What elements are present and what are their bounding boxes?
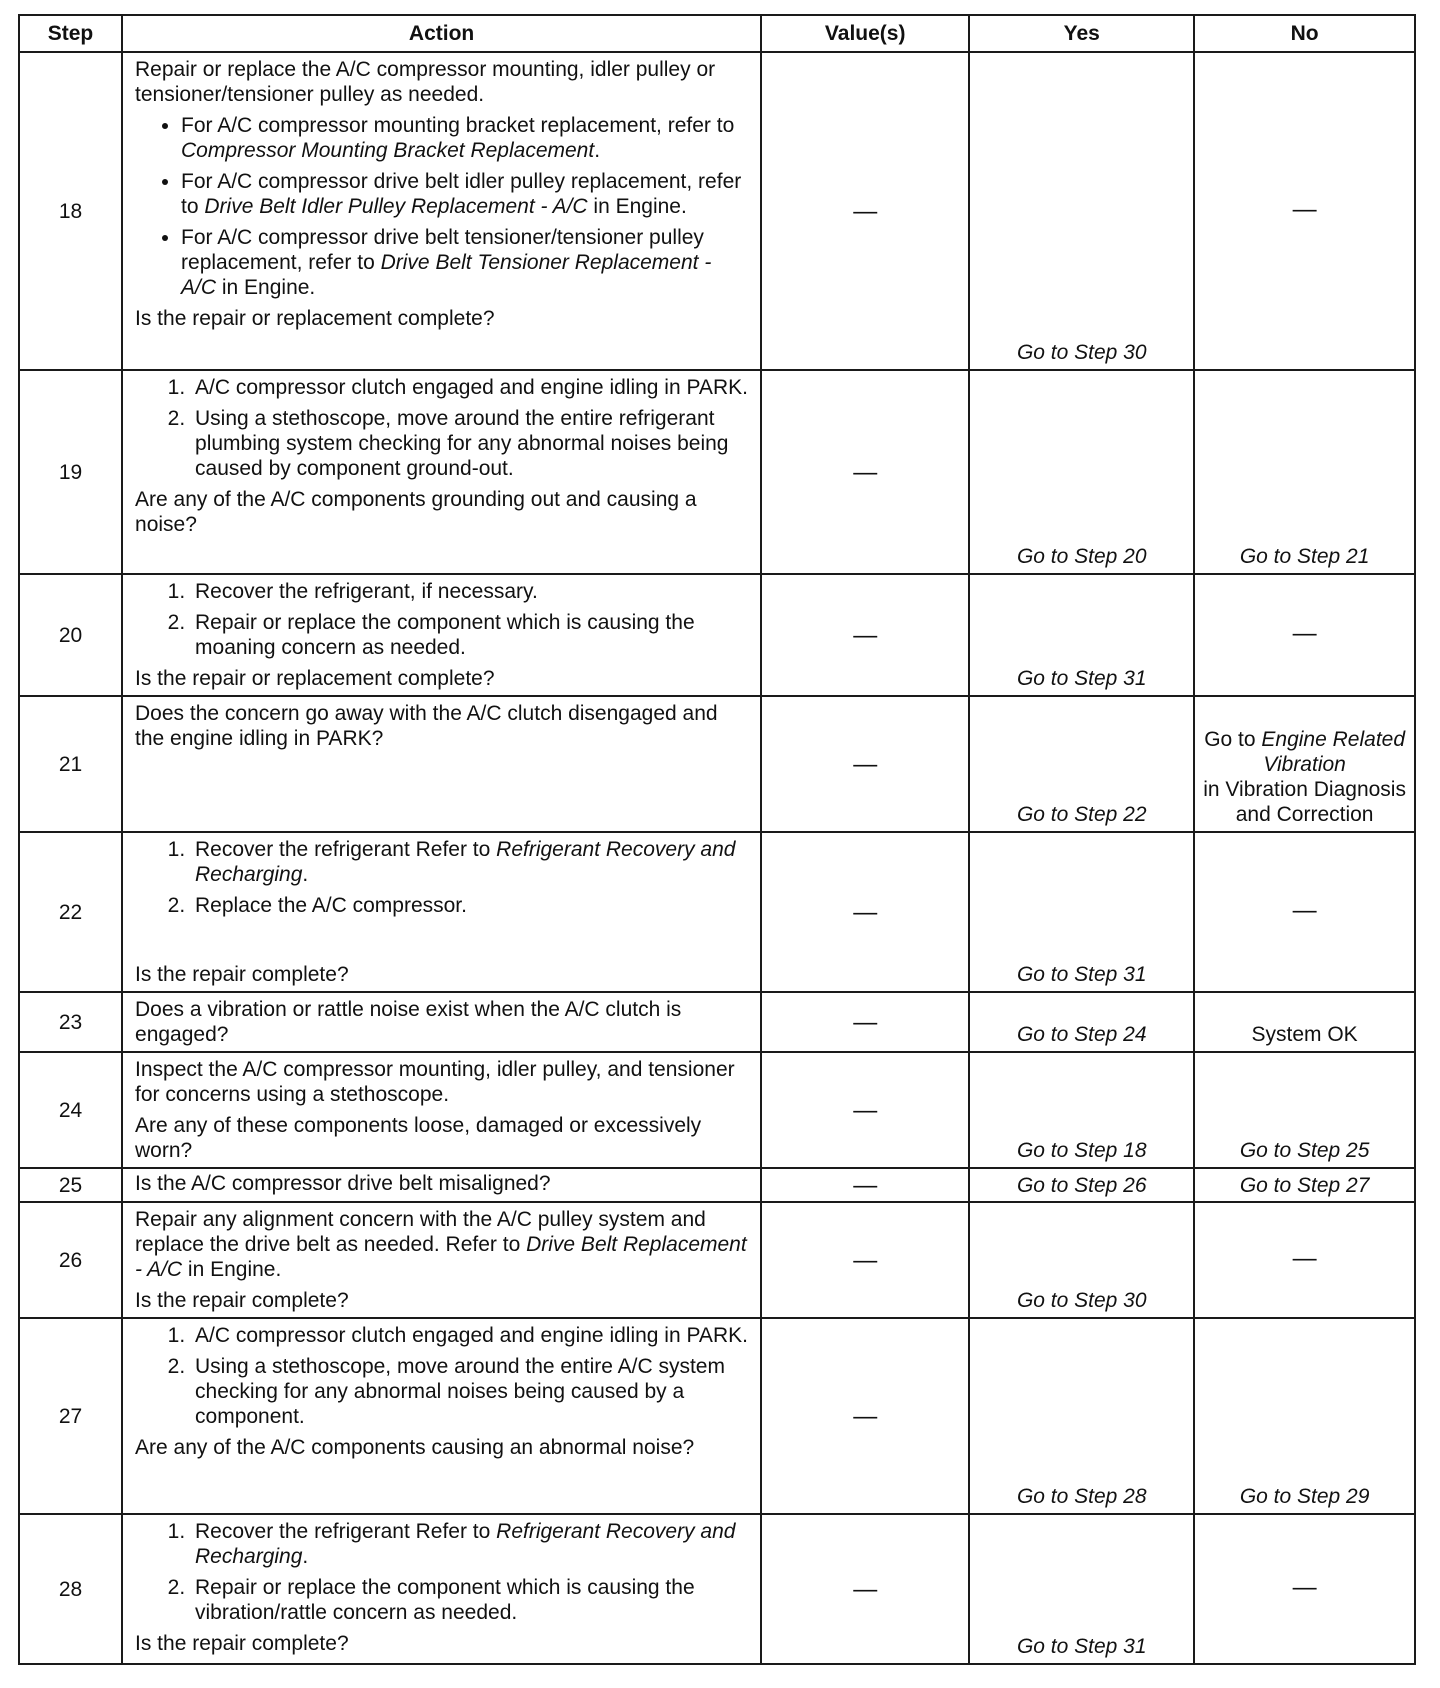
yes-link[interactable]: Go to Step 31 [1016,963,1147,986]
no-link[interactable]: Go to Step 21 [1239,545,1370,568]
value-cell: — [761,1202,969,1318]
action-question: Is the repair complete? [135,1289,349,1312]
value-cell: — [761,832,969,992]
no-link[interactable]: Go to Step 27 [1239,1173,1370,1197]
value-cell: — [761,696,969,832]
value-cell: — [761,1168,969,1202]
no-cell [1194,1318,1415,1514]
no-cell: — [1194,574,1415,696]
bullet-item: • For A/C compressor mounting bracket replacement, refer to Compressor Mounting Bracket Replacement. [181,113,750,163]
reference-link[interactable]: Compressor Mounting Bracket Replacement [181,139,595,162]
action-cell [122,832,761,992]
step-number: 22 [19,832,122,992]
action-question: Is the repair complete? [135,963,349,986]
list-item: 2. Replace the A/C compressor. [191,893,750,918]
table-row-18 [19,52,1415,370]
step-number: 19 [19,370,122,574]
yes-cell [969,832,1194,992]
yes-cell [969,574,1194,696]
action-numbered-list [135,1323,750,1429]
value-cell: — [761,1052,969,1168]
action-intro: Repair or replace the A/C compressor mounting, idler pulley or tensioner/tensioner pulley as needed. [135,58,716,106]
value-cell: — [761,1514,969,1664]
step-number: 21 [19,696,122,832]
list-item: 2. Repair or replace the component which is causing the vibration/rattle concern as needed. [191,1575,750,1625]
list-item: 1. A/C compressor clutch engaged and engine idling in PARK. [191,1323,750,1348]
reference-link[interactable]: Refrigerant Recovery and Recharging [195,838,736,886]
action-question: Does the concern go away with the A/C clutch disengaged and the engine idling in PARK? [135,702,718,750]
table-row-22 [19,832,1415,992]
header-no: No [1194,15,1415,52]
list-item: 1. Recover the refrigerant Refer to Refrigerant Recovery and Recharging. [191,837,750,887]
yes-cell [969,992,1194,1052]
action-intro: Inspect the A/C compressor mounting, idler pulley, and tensioner for concerns using a stethoscope. [135,1058,735,1106]
action-cell [122,1168,761,1202]
table-row-28 [19,1514,1415,1664]
yes-link[interactable]: Go to Step 24 [1016,1023,1147,1046]
no-link[interactable]: Go to Step 25 [1239,1139,1370,1162]
bullet-item: • For A/C compressor drive belt tensioner/tensioner pulley replacement, refer to Drive Belt Tensioner Replacement - A/C in Engine. [181,225,750,300]
action-question: Are any of the A/C components causing an abnormal noise? [135,1436,695,1459]
action-cell [122,370,761,574]
diagnostic-table [18,14,1416,1665]
step-number: 24 [19,1052,122,1168]
reference-link[interactable]: Drive Belt Replacement - A/C [135,1233,747,1281]
step-number: 23 [19,992,122,1052]
action-question: Is the repair complete? [135,1632,349,1655]
action-question: Is the repair or replacement complete? [135,307,495,330]
header-step: Step [19,15,122,52]
no-link[interactable]: Go to Step 29 [1239,1485,1370,1508]
reference-link[interactable]: Refrigerant Recovery and Recharging [195,1520,736,1568]
step-number: 18 [19,52,122,370]
step-number: 20 [19,574,122,696]
no-cell [1194,370,1415,574]
action-question: Are any of the A/C components grounding out and causing a noise? [135,488,697,536]
list-item: 2. Repair or replace the component which is causing the moaning concern as needed. [191,610,750,660]
step-number: 26 [19,1202,122,1318]
value-cell: — [761,1318,969,1514]
action-numbered-list [135,837,750,918]
action-numbered-list [135,579,750,660]
list-item: 1. A/C compressor clutch engaged and engine idling in PARK. [191,375,750,400]
no-cell: — [1194,52,1415,370]
action-intro: Repair any alignment concern with the A/C pulley system and replace the drive belt as needed. Refer to Drive Belt Replacement - A/C in Engine. [135,1208,747,1281]
no-cell: — [1194,1202,1415,1318]
yes-cell [969,52,1194,370]
action-question: Is the A/C compressor drive belt misaligned? [135,1172,551,1195]
table-row-20 [19,574,1415,696]
yes-link[interactable]: Go to Step 28 [1016,1485,1147,1508]
action-question: Does a vibration or rattle noise exist when the A/C clutch is engaged? [135,998,682,1046]
table-row-23 [19,992,1415,1052]
yes-cell [969,1318,1194,1514]
action-numbered-list [135,1519,750,1625]
value-cell: — [761,52,969,370]
action-question: Is the repair or replacement complete? [135,667,495,690]
yes-link[interactable]: Go to Step 18 [1016,1139,1147,1162]
action-cell [122,1318,761,1514]
reference-link[interactable]: Engine Related Vibration [1261,728,1406,776]
yes-cell [969,696,1194,832]
yes-cell [969,1052,1194,1168]
action-cell [122,1514,761,1664]
table-row-24 [19,1052,1415,1168]
step-number: 25 [19,1168,122,1202]
table-row-21 [19,696,1415,832]
header-yes: Yes [969,15,1194,52]
no-cell: — [1194,832,1415,992]
table-row-25 [19,1168,1415,1202]
yes-link[interactable]: Go to Step 30 [1016,1289,1147,1312]
diagnostic-table-container [18,14,1416,1665]
list-item: 2. Using a stethoscope, move around the entire refrigerant plumbing system checking for any abnormal noises being caused by component ground-out. [191,406,750,481]
reference-link[interactable]: Drive Belt Idler Pulley Replacement - A/C [204,195,588,218]
no-cell: System OK [1194,992,1415,1052]
header-row [19,15,1415,52]
reference-link[interactable]: Drive Belt Tensioner Replacement - A/C [181,251,712,299]
step-number: 27 [19,1318,122,1514]
action-cell [122,574,761,696]
header-action: Action [122,15,761,52]
list-item: 2. Using a stethoscope, move around the entire A/C system checking for any abnormal noises being caused by a component. [191,1354,750,1429]
yes-link[interactable]: Go to Step 26 [1016,1173,1147,1197]
action-cell [122,1052,761,1168]
action-numbered-list [135,375,750,481]
yes-cell [969,370,1194,574]
action-cell [122,696,761,832]
action-cell [122,52,761,370]
yes-cell [969,1168,1194,1202]
value-cell: — [761,370,969,574]
no-note: in Vibration Diagnosis and Correction [1203,778,1406,826]
yes-link[interactable]: Go to Step 31 [1016,1635,1147,1658]
step-number: 28 [19,1514,122,1664]
yes-cell [969,1202,1194,1318]
yes-link[interactable]: Go to Step 20 [1016,545,1147,568]
table-row-26 [19,1202,1415,1318]
action-cell [122,992,761,1052]
no-cell: Go to Engine Related Vibration in Vibration Diagnosis and Correction [1194,696,1415,832]
value-cell: — [761,574,969,696]
value-cell: — [761,992,969,1052]
no-cell [1194,1052,1415,1168]
action-question: Are any of these components loose, damaged or excessively worn? [135,1114,702,1162]
table-row-19 [19,370,1415,574]
action-bullet-list [135,113,750,300]
no-cell: — [1194,1514,1415,1664]
yes-link[interactable]: Go to Step 31 [1016,667,1147,690]
action-cell [122,1202,761,1318]
bullet-item: • For A/C compressor drive belt idler pulley replacement, refer to Drive Belt Idler Pulley Replacement - A/C in Engine. [181,169,750,219]
table-row-27 [19,1318,1415,1514]
list-item: 1. Recover the refrigerant Refer to Refrigerant Recovery and Recharging. [191,1519,750,1569]
no-cell [1194,1168,1415,1202]
yes-link[interactable]: Go to Step 30 [1016,341,1147,364]
yes-cell [969,1514,1194,1664]
list-item: 1. Recover the refrigerant, if necessary. [191,579,750,604]
yes-link[interactable]: Go to Step 22 [1016,803,1147,826]
header-values: Value(s) [761,15,969,52]
